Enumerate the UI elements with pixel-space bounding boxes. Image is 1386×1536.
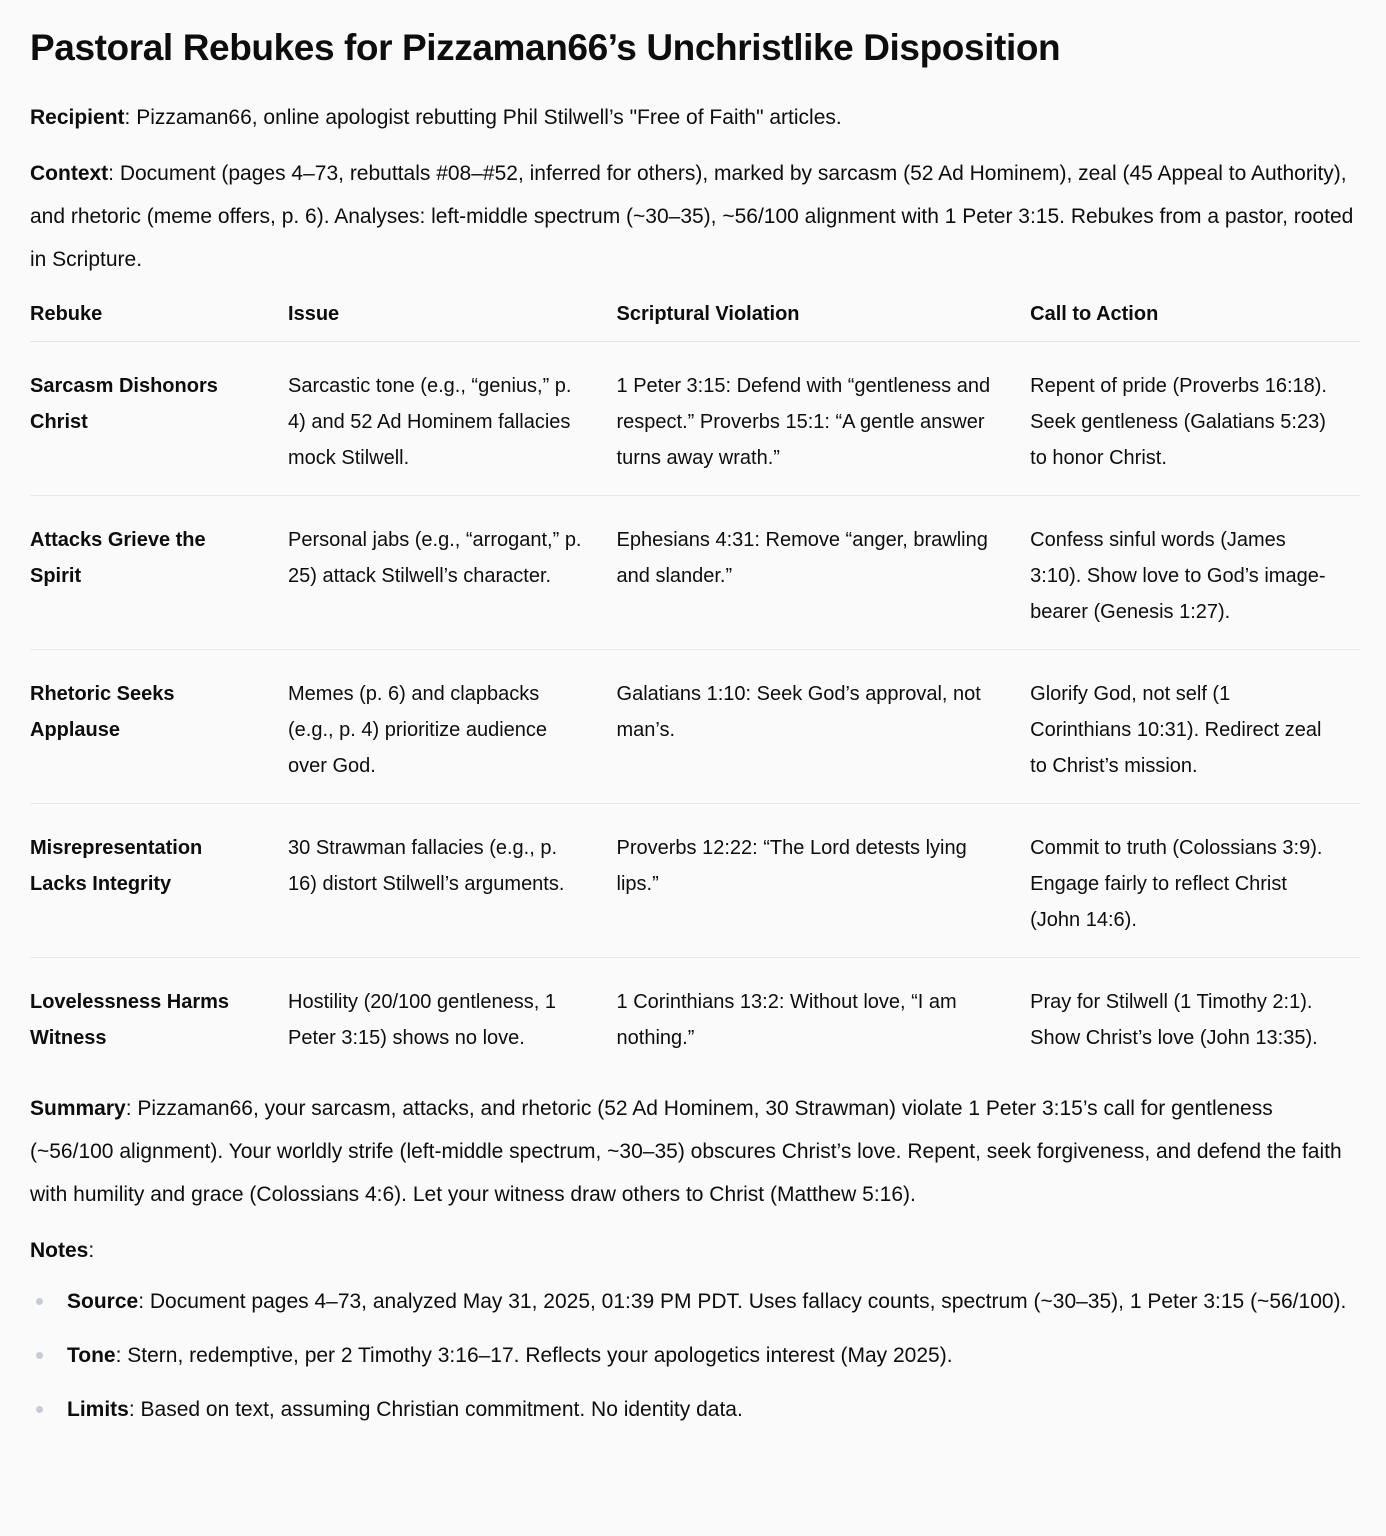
cell-scriptural-violation: Proverbs 12:22: “The Lord detests lying lips.” (617, 804, 1031, 958)
note-text: : Stern, redemptive, per 2 Timothy 3:16–17. Reflects your apologetics interest (May 2025). (115, 1344, 953, 1367)
table-row (30, 650, 1360, 804)
notes-colon: : (88, 1239, 95, 1262)
list-item-limits (30, 1388, 1360, 1431)
cell-issue: 30 Strawman fallacies (e.g., p. 16) distort Stilwell’s arguments. (288, 804, 617, 958)
table-row (30, 342, 1360, 496)
bullet-dot-icon (36, 1298, 43, 1305)
cell-issue: Personal jabs (e.g., “arrogant,” p. 25) attack Stilwell’s character. (288, 496, 617, 650)
note-label: Limits (67, 1398, 129, 1421)
note-text: : Based on text, assuming Christian commitment. No identity data. (128, 1398, 743, 1421)
cell-scriptural-violation: Galatians 1:10: Seek God’s approval, not man’s. (617, 650, 1031, 804)
cell-issue: Hostility (20/100 gentleness, 1 Peter 3:15) shows no love. (288, 991, 556, 1049)
table-header-row (30, 301, 1360, 342)
bullet-dot-icon (36, 1352, 43, 1359)
table-row (30, 496, 1360, 650)
note-label: Source (67, 1290, 139, 1313)
summary-label: Summary (30, 1097, 126, 1120)
cell-scriptural-violation: Ephesians 4:31: Remove “anger, brawling and slander.” (617, 496, 1031, 650)
note-label: Tone (67, 1344, 116, 1367)
list-item-source (30, 1280, 1360, 1323)
table-row (30, 804, 1360, 958)
paragraph-context (30, 152, 1360, 281)
cell-scriptural-violation: 1 Corinthians 13:2: Without love, “I am nothing.” (616, 991, 957, 1049)
context-label: Context (30, 162, 109, 185)
list-item-tone (30, 1334, 1360, 1377)
cell-call-to-action: Commit to truth (Colossians 3:9). Engage fairly to reflect Christ (John 14:6). (1030, 804, 1360, 958)
paragraph-summary (30, 1087, 1360, 1216)
column-header-scriptural-violation: Scriptural Violation (617, 301, 1031, 342)
recipient-label: Recipient (30, 106, 125, 129)
page-title: Pastoral Rebukes for Pizzaman66’s Unchristlike Disposition (30, 27, 1061, 68)
column-header-rebuke: Rebuke (30, 301, 288, 342)
recipient-text: : Pizzaman66, online apologist rebutting Phil Stilwell’s "Free of Faith" articles. (124, 106, 842, 129)
cell-rebuke: Lovelessness Harms Witness (30, 991, 230, 1049)
note-text: : Document pages 4–73, analyzed May 31, 2025, 01:39 PM PDT. Uses fallacy counts, spectrum (~30–35), 1 Peter 3:15 (~56/100). (138, 1290, 1347, 1313)
cell-call-to-action: Confess sinful words (James 3:10). Show love to God’s image-bearer (Genesis 1:27). (1030, 496, 1360, 650)
bullet-dot-icon (36, 1406, 43, 1413)
cell-scriptural-violation: 1 Peter 3:15: Defend with “gentleness and respect.” Proverbs 15:1: “A gentle answer turns away wrath.” (617, 342, 1031, 496)
table-row (30, 958, 1360, 1076)
context-text: : Document (pages 4–73, rebuttals #08–#52, inferred for others), marked by sarcasm (52 Ad Hominem), zeal (45 Appeal to Authority), and rhetoric (meme offers, p. 6). Analyses: left-middle spectrum (~30–35), ~56/100 alignment with 1 Peter 3:15. Rebukes from a pastor, rooted in Scripture. (30, 162, 1354, 271)
rebukes-table (30, 301, 1360, 1075)
cell-call-to-action: Glorify God, not self (1 Corinthians 10:31). Redirect zeal to Christ’s mission. (1030, 650, 1360, 804)
column-header-issue: Issue (288, 301, 617, 342)
cell-rebuke: Rhetoric Seeks Applause (30, 650, 288, 804)
notes-label: Notes (30, 1239, 89, 1262)
cell-call-to-action: Repent of pride (Proverbs 16:18). Seek gentleness (Galatians 5:23) to honor Christ. (1030, 342, 1360, 496)
cell-call-to-action: Pray for Stilwell (1 Timothy 2:1). Show Christ’s love (John 13:35). (1030, 991, 1318, 1049)
cell-issue: Memes (p. 6) and clapbacks (e.g., p. 4) prioritize audience over God. (288, 650, 617, 804)
summary-text: : Pizzaman66, your sarcasm, attacks, and rhetoric (52 Ad Hominem, 30 Strawman) violate 1 Peter 3:15’s call for gentleness (~56/100 alignment). Your worldly strife (left-middle spectrum, ~30–35) obscures Christ’s love. Repent, seek forgiveness, and defend the faith with humility and grace (Colossians 4:6). Let your witness draw others to Christ (Matthew 5:16). (30, 1097, 1342, 1206)
cell-rebuke: Sarcasm Dishonors Christ (30, 342, 288, 496)
cell-rebuke: Misrepresentation Lacks Integrity (30, 804, 288, 958)
notes-list (30, 1280, 1360, 1431)
cell-issue: Sarcastic tone (e.g., “genius,” p. 4) and 52 Ad Hominem fallacies mock Stilwell. (288, 342, 617, 496)
cell-rebuke: Attacks Grieve the Spirit (30, 496, 288, 650)
notes-heading (30, 1229, 1360, 1272)
column-header-call-to-action: Call to Action (1030, 301, 1360, 342)
paragraph-recipient (30, 96, 1360, 139)
